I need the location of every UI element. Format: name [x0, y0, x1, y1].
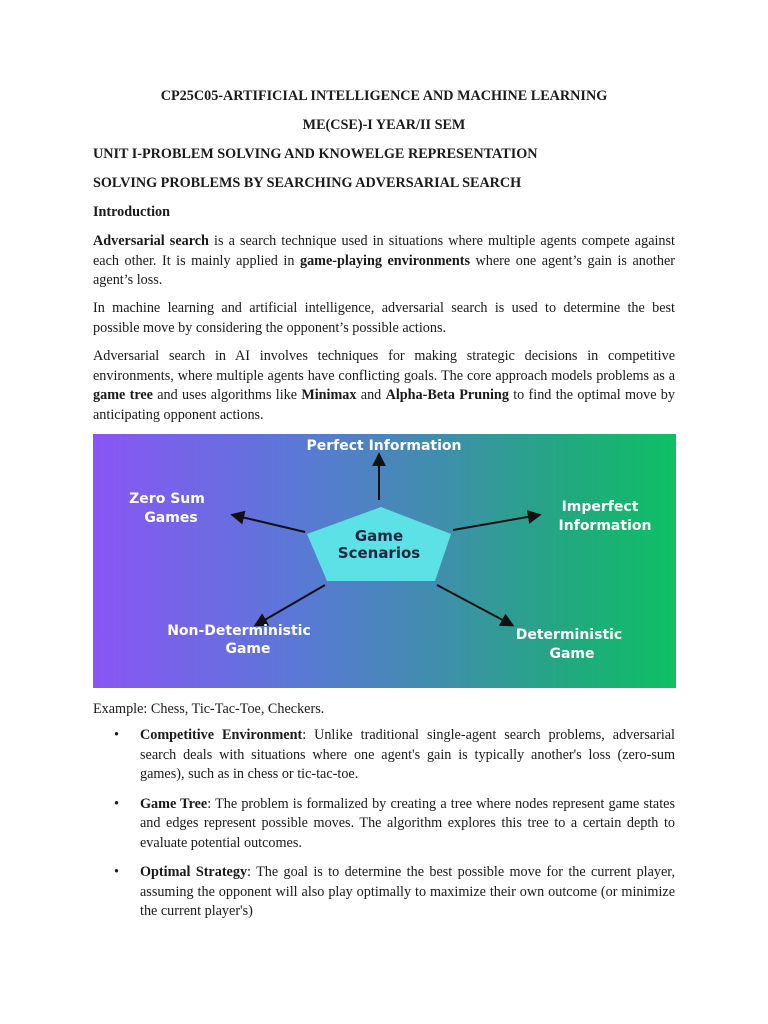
label-non-deterministic-line2: Game	[225, 641, 271, 657]
year-semester: ME(CSE)-I YEAR/II SEM	[302, 117, 466, 133]
bullet-marker: •	[114, 795, 119, 812]
intro-heading: Introduction	[93, 204, 170, 220]
paragraph-text: is a search technique used in situations where multiple agents compete against each other. It is mainly applied in	[93, 233, 675, 269]
list-item-text: : Unlike traditional single-agent search problems, adversarial search deals with situations where one agent's gain is typically another's loss (zero-sum games), such as in chess or tic-tac-toe.	[140, 727, 675, 782]
label-imperfect-line1: Imperfect	[561, 499, 639, 515]
label-zero-sum-line1: Zero Sum	[129, 491, 205, 507]
list-item	[93, 863, 675, 922]
term-game-playing: game-playing environments	[299, 252, 470, 269]
feature-list	[93, 726, 675, 932]
list-item-text: : The problem is formalized by creating a tree where nodes represent game states and edges represent possible moves. The algorithm explores this tree to a certain depth to evaluate potential outcomes.	[140, 795, 675, 851]
paragraph-text: and uses algorithms like	[152, 387, 302, 403]
label-imperfect-line2: Information	[558, 518, 652, 534]
bullet-marker: •	[114, 727, 119, 743]
list-item	[93, 726, 675, 785]
center-label-line2: Scenarios	[337, 544, 421, 562]
paragraph-text: where one agent’s gain is another agent’s loss.	[93, 252, 675, 288]
paragraph-text: to find the optimal move by anticipating opponent actions.	[93, 387, 675, 423]
arrow-deterministic	[437, 585, 512, 625]
topic-title: SOLVING PROBLEMS BY SEARCHING ADVERSARIAL SEARCH	[93, 175, 522, 191]
paragraph-text: and	[356, 387, 386, 403]
term-optimal-strategy: Optimal Strategy	[140, 864, 248, 880]
example-line: Example: Chess, Tic-Tac-Toe, Checkers.	[93, 701, 325, 717]
term-adversarial-search: Adversarial search	[93, 233, 209, 249]
bullet-marker: •	[114, 864, 119, 880]
unit-title: UNIT I-PROBLEM SOLVING AND KNOWELGE REPRESENTATION	[93, 146, 538, 162]
term-competitive-environment: Competitive Environment	[140, 727, 303, 743]
diagram-canvas	[93, 434, 676, 688]
center-label-line1: Game	[354, 527, 404, 545]
paragraph-text: Adversarial search in AI involves techniques for making strategic decisions in competitive environments, where multiple agents have conflicting goals. The core approach models problems as a	[93, 348, 675, 384]
label-non-deterministic-line1: Non-Deterministic	[167, 623, 311, 639]
paragraph-adversarial-search	[93, 232, 675, 291]
arrow-non-deterministic	[256, 585, 325, 625]
label-perfect-information: Perfect Information	[306, 438, 462, 454]
arrow-zero-sum	[233, 515, 305, 532]
label-zero-sum-line2: Games	[144, 510, 198, 526]
paragraph-ml-ai: In machine learning and artificial intelligence, adversarial search is used to determine the best possible move by considering the opponent’s possible actions.	[93, 300, 675, 336]
list-item-text: : The goal is to determine the best possible move for the current player, assuming the opponent will also play optimally to maximize their own outcome (or minimize the current player's)	[140, 864, 675, 919]
label-deterministic-line1: Deterministic	[515, 627, 623, 643]
paragraph-core-approach	[93, 347, 675, 425]
term-game-tree: game tree	[93, 387, 153, 403]
game-scenarios-diagram	[93, 434, 676, 688]
term-minimax: Minimax	[301, 387, 357, 403]
term-game-tree-bullet: Game Tree	[140, 795, 208, 812]
list-item	[93, 795, 675, 854]
course-title: CP25C05-ARTIFICIAL INTELLIGENCE AND MACHINE LEARNING	[160, 88, 608, 104]
arrow-imperfect-information	[453, 515, 539, 530]
label-deterministic-line2: Game	[549, 646, 595, 662]
term-alpha-beta: Alpha-Beta Pruning	[385, 387, 509, 403]
